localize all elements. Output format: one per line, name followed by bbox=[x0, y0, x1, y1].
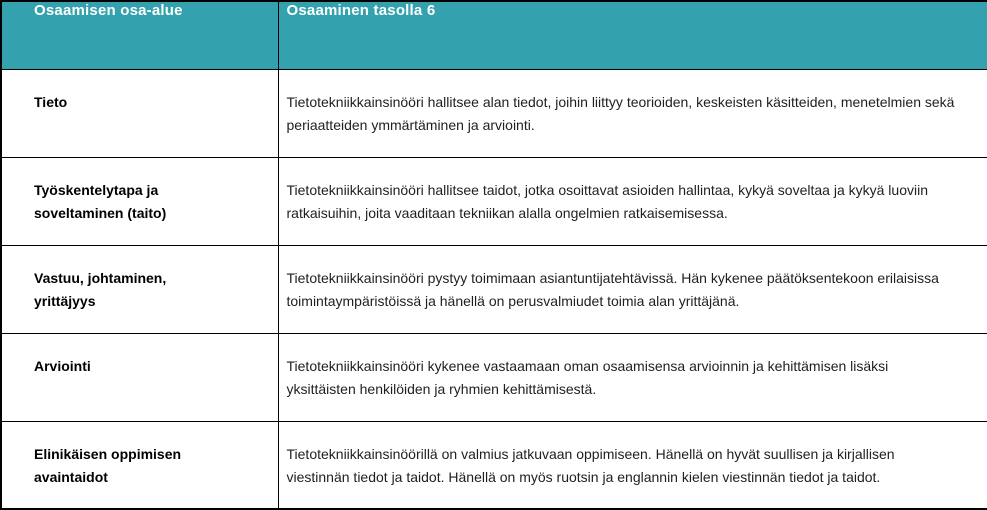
table-row bbox=[1, 333, 987, 421]
row-area-cell: Tieto bbox=[1, 69, 278, 157]
header-cell-competence-area: Osaamisen osa-alue bbox=[1, 1, 278, 69]
row-description-cell: Tietotekniikkainsinöörillä on valmius jatkuvaan oppimiseen. Hänellä on hyvät suullisen ja kirjallisen viestinnän tiedot ja taidot. Hänellä on myös ruotsin ja englannin kielen viestinnän tiedot ja taidot. bbox=[278, 421, 987, 509]
table-row bbox=[1, 421, 987, 509]
table-header-row bbox=[1, 1, 987, 69]
table-row bbox=[1, 245, 987, 333]
row-description-cell: Tietotekniikkainsinööri hallitsee alan tiedot, joihin liittyy teorioiden, keskeisten käsitteiden, menetelmien sekä periaatteiden ymmärtäminen ja arviointi. bbox=[278, 69, 987, 157]
row-area-cell: Työskentelytapa ja soveltaminen (taito) bbox=[1, 157, 278, 245]
table-row bbox=[1, 157, 987, 245]
row-description-cell: Tietotekniikkainsinööri pystyy toimimaan asiantuntijatehtävissä. Hän kykenee päätöksentekoon erilaisissa toimintaympäristöissä ja hänellä on perusvalmiudet toimia alan yrittäjänä. bbox=[278, 245, 987, 333]
row-area-cell: Arviointi bbox=[1, 333, 278, 421]
row-description-cell: Tietotekniikkainsinööri hallitsee taidot, jotka osoittavat asioiden hallintaa, kykyä soveltaa ja kykyä luoviin ratkaisuihin, joita vaaditaan tekniikan alalla ongelmien ratkaisemisessa. bbox=[278, 157, 987, 245]
row-area-cell: Elinikäisen oppimisen avaintaidot bbox=[1, 421, 278, 509]
row-area-cell: Vastuu, johtaminen, yrittäjyys bbox=[1, 245, 278, 333]
row-description-cell: Tietotekniikkainsinööri kykenee vastaamaan oman osaamisensa arvioinnin ja kehittämisen lisäksi yksittäisten henkilöiden ja ryhmien kehittämisestä. bbox=[278, 333, 987, 421]
table-row bbox=[1, 69, 987, 157]
header-cell-competence-level: Osaaminen tasolla 6 bbox=[278, 1, 987, 69]
